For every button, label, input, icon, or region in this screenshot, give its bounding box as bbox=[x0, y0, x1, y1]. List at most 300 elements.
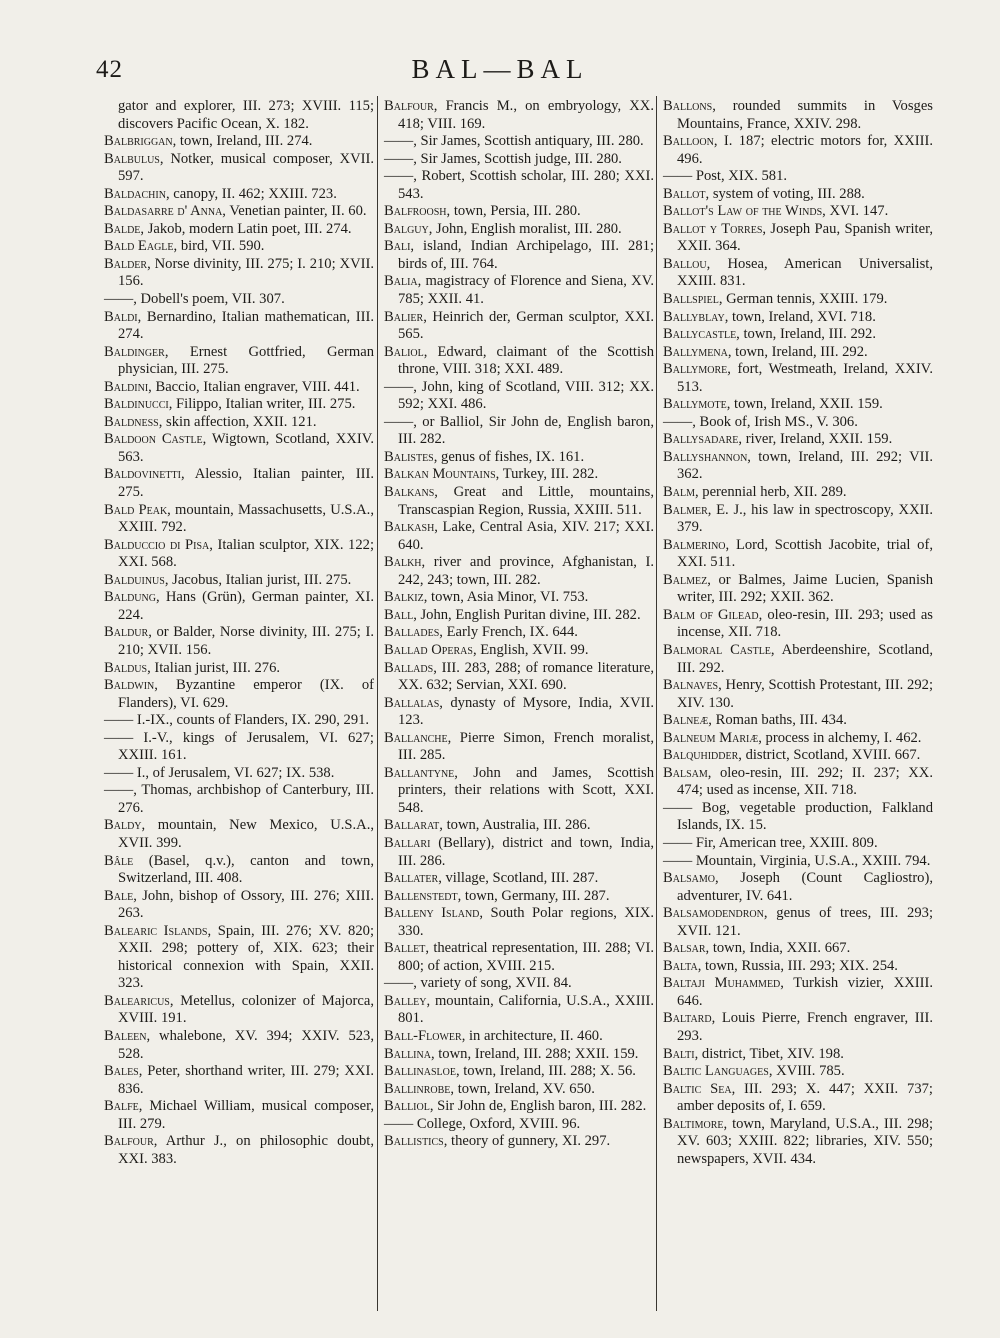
entry-headword: Baltard bbox=[663, 1010, 712, 1027]
entry-headword: Baldwin bbox=[104, 677, 155, 694]
index-entry bbox=[104, 853, 374, 888]
entry-text: , perennial herb, XII. 289. bbox=[694, 484, 847, 501]
index-entry bbox=[384, 1028, 654, 1046]
index-column-1 bbox=[104, 98, 374, 1168]
index-entry bbox=[663, 870, 933, 905]
index-entry bbox=[663, 449, 933, 484]
entry-headword: Ballalas bbox=[384, 694, 440, 711]
page-number: 42 bbox=[96, 56, 123, 83]
index-entry bbox=[384, 642, 654, 660]
entry-headword: Balia bbox=[384, 273, 418, 290]
entry-headword: Baltimore bbox=[663, 1115, 724, 1132]
entry-headword: Balfroosh bbox=[384, 203, 447, 220]
entry-text: , Pierre Simon, French moralist, III. 285. bbox=[398, 729, 654, 764]
entry-headword: Ballanche bbox=[384, 729, 448, 746]
index-entry bbox=[104, 431, 374, 466]
index-entry bbox=[663, 958, 933, 976]
index-entry bbox=[384, 1046, 654, 1064]
index-entry bbox=[663, 186, 933, 204]
index-entry bbox=[384, 414, 654, 449]
entry-headword: Ballenstedt bbox=[384, 887, 458, 904]
entry-text: , town, Ireland, III. 288; X. 56. bbox=[455, 1063, 636, 1080]
entry-headword: Ballads bbox=[384, 659, 434, 676]
entry-text: ——, Thomas, archbishop of Canterbury, III. 276. bbox=[104, 782, 374, 816]
entry-headword: Balneæ bbox=[663, 712, 709, 729]
entry-text: , Joseph (Count Cagliostro), adventurer, IV. 641. bbox=[677, 870, 933, 904]
entry-text: , town, Ireland, III. 292. bbox=[727, 343, 868, 360]
index-entry bbox=[104, 1063, 374, 1098]
entry-headword: Balearic Islands bbox=[104, 922, 208, 939]
index-column-2 bbox=[384, 98, 654, 1151]
entry-headword: Ballymote bbox=[663, 396, 727, 413]
index-entry bbox=[104, 1028, 374, 1063]
index-entry bbox=[663, 431, 933, 449]
entry-headword: Bald Eagle bbox=[104, 238, 174, 255]
entry-headword: Balistes bbox=[384, 448, 434, 465]
entry-text: , town, Ireland, XXII. 159. bbox=[726, 396, 883, 413]
entry-headword: Baliol bbox=[384, 343, 424, 360]
entry-headword: Baldoon Castle bbox=[104, 431, 203, 448]
index-entry bbox=[384, 607, 654, 625]
index-entry bbox=[104, 660, 374, 678]
entry-headword: Baleen bbox=[104, 1027, 147, 1044]
entry-text: , Byzantine emperor (IX. of Flanders), VI. 629. bbox=[118, 677, 374, 711]
entry-text: , canopy, II. 462; XXIII. 723. bbox=[165, 185, 337, 202]
index-entry bbox=[663, 905, 933, 940]
entry-text: , mountain, California, U.S.A., XXIII. 801. bbox=[398, 992, 654, 1027]
index-entry bbox=[384, 466, 654, 484]
index-entry bbox=[384, 1081, 654, 1099]
entry-text: , town, Ireland, III. 274. bbox=[172, 133, 313, 150]
index-entry bbox=[663, 1081, 933, 1116]
index-entry bbox=[384, 484, 654, 519]
entry-text: ——, Book of, Irish MS., V. 306. bbox=[663, 413, 858, 430]
entry-headword: Ball-Flower bbox=[384, 1027, 462, 1044]
index-entry bbox=[384, 870, 654, 888]
entry-text: , town, India, XXII. 667. bbox=[705, 940, 851, 957]
index-entry bbox=[384, 905, 654, 940]
entry-text: , town, Asia Minor, VI. 753. bbox=[423, 589, 589, 606]
entry-headword: Balmoral Castle bbox=[663, 641, 771, 658]
entry-text: , John, English Puritan divine, III. 282. bbox=[413, 606, 641, 623]
entry-text: , Michael William, musical composer, III. 279. bbox=[118, 1098, 374, 1132]
entry-headword: Balduinus bbox=[104, 571, 165, 588]
index-entry bbox=[384, 98, 654, 133]
index-entry bbox=[663, 537, 933, 572]
entry-text: , district, Scotland, XVIII. 667. bbox=[738, 747, 921, 764]
index-entry bbox=[663, 133, 933, 168]
index-entry bbox=[104, 221, 374, 239]
entry-text: , Lake, Central Asia, XIV. 217; XXI. 640. bbox=[398, 519, 654, 553]
index-entry bbox=[104, 993, 374, 1028]
entry-headword: Balkash bbox=[384, 519, 435, 536]
entry-text: , skin affection, XXII. 121. bbox=[158, 413, 317, 430]
entry-headword: Ballad Operas bbox=[384, 641, 473, 658]
entry-text: , town, Maryland, U.S.A., III. 298; XV. 603; XXIII. 822; libraries, XIV. 550; newspapers, XVII. 434. bbox=[677, 1115, 933, 1167]
entry-headword: Ballou bbox=[663, 255, 707, 272]
index-entry bbox=[663, 765, 933, 800]
index-entry bbox=[663, 1046, 933, 1064]
entry-text: , XVIII. 785. bbox=[768, 1063, 845, 1080]
entry-text: , German tennis, XXIII. 179. bbox=[718, 291, 888, 308]
entry-text: —— Mountain, Virginia, U.S.A., XXIII. 794. bbox=[663, 852, 931, 869]
entry-headword: Balliol bbox=[384, 1098, 430, 1115]
index-entry bbox=[104, 414, 374, 432]
entry-text: , theory of gunnery, XI. 297. bbox=[443, 1133, 611, 1150]
entry-headword: Balleny Island bbox=[384, 905, 480, 922]
index-entry bbox=[104, 466, 374, 501]
index-entry bbox=[663, 414, 933, 432]
entry-text: , town, Persia, III. 280. bbox=[446, 203, 581, 220]
entry-text: , system of voting, III. 288. bbox=[705, 185, 865, 202]
entry-text: , E. J., his law in spectroscopy, XXII. 379. bbox=[677, 501, 933, 536]
index-entry bbox=[663, 940, 933, 958]
entry-headword: Balm bbox=[663, 484, 695, 501]
entry-text: ——, Robert, Scottish scholar, III. 280; XXI. 543. bbox=[384, 168, 654, 202]
index-entry bbox=[104, 133, 374, 151]
index-entry bbox=[104, 256, 374, 291]
entry-headword: Baldinucci bbox=[104, 396, 169, 413]
entry-text: , Turkish vizier, XXIII. 646. bbox=[677, 975, 933, 1009]
entry-text: , English, XVII. 99. bbox=[472, 641, 589, 658]
entry-headword: Bales bbox=[104, 1063, 139, 1080]
index-entry bbox=[663, 168, 933, 186]
entry-text: , town, Ireland, XVI. 718. bbox=[724, 308, 876, 325]
entry-headword: Bale bbox=[104, 887, 134, 904]
entry-headword: Baldachin bbox=[104, 185, 166, 202]
entry-text: , Turkey, III. 282. bbox=[495, 466, 599, 483]
entry-text: (Bellary), district and town, India, III. 286. bbox=[398, 834, 654, 869]
entry-headword: Ballinasloe bbox=[384, 1063, 456, 1080]
entry-text: , South Polar regions, XIX. 330. bbox=[398, 905, 654, 939]
entry-text: , Notker, musical composer, XVII. 597. bbox=[118, 150, 374, 185]
entry-headword: Balta bbox=[663, 957, 698, 974]
entry-headword: Ballysadare bbox=[663, 431, 739, 448]
entry-text: , Ernest Gottfried, German physician, III. 275. bbox=[118, 343, 374, 378]
entry-headword: Balder bbox=[104, 255, 148, 272]
entry-headword: Balsar bbox=[663, 940, 706, 957]
entry-headword: Baldasarre d' Anna bbox=[104, 203, 223, 220]
entry-text: (Basel, q.v.), canton and town, Switzerland, III. 408. bbox=[118, 852, 374, 887]
index-entry bbox=[663, 291, 933, 309]
index-entry bbox=[104, 203, 374, 221]
entry-headword: Ballot's Law of the Winds bbox=[663, 203, 823, 220]
entry-text: , III. 293; X. 447; XXII. 737; amber deposits of, I. 659. bbox=[677, 1080, 933, 1115]
index-entry bbox=[104, 712, 374, 730]
index-entry bbox=[104, 730, 374, 765]
entry-headword: Bali bbox=[384, 238, 411, 255]
entry-headword: Balfe bbox=[104, 1098, 139, 1115]
entry-text: ——, Sir James, Scottish judge, III. 280. bbox=[384, 150, 622, 167]
entry-headword: Bald Peak bbox=[104, 501, 168, 518]
entry-headword: Balneum Mariæ bbox=[663, 729, 759, 746]
entry-headword: Balfour bbox=[384, 98, 434, 114]
entry-text: , town, Russia, III. 293; XIX. 254. bbox=[697, 957, 898, 974]
entry-text: —— I.-IX., counts of Flanders, IX. 290, 291. bbox=[104, 712, 370, 729]
entry-headword: Balley bbox=[384, 992, 427, 1009]
entry-headword: Balsamodendron bbox=[663, 905, 764, 922]
entry-headword: Balmer bbox=[663, 501, 708, 518]
entry-headword: Ballspiel bbox=[663, 291, 719, 308]
entry-text: , I. 187; electric motors for, XXIII. 496. bbox=[677, 133, 933, 167]
entry-headword: Baldovinetti bbox=[104, 466, 181, 483]
index-entry bbox=[384, 1098, 654, 1116]
index-entry bbox=[384, 1063, 654, 1081]
index-entry bbox=[663, 203, 933, 221]
index-entry bbox=[384, 309, 654, 344]
entry-headword: Balduccio di Pisa bbox=[104, 536, 210, 553]
entry-headword: Ballet bbox=[384, 940, 426, 957]
entry-headword: Balnaves bbox=[663, 677, 719, 694]
entry-text: , river and province, Afghanistan, I. 242, 243; town, III. 282. bbox=[398, 554, 654, 588]
index-entry bbox=[384, 993, 654, 1028]
entry-text: , process in alchemy, I. 462. bbox=[758, 729, 922, 746]
entry-headword: Balm of Gilead bbox=[663, 606, 759, 623]
index-entry bbox=[384, 765, 654, 818]
index-entry bbox=[104, 151, 374, 186]
index-entry bbox=[663, 642, 933, 677]
entry-text: —— Bog, vegetable production, Falkland Islands, IX. 15. bbox=[663, 799, 933, 834]
index-entry bbox=[663, 1116, 933, 1169]
entry-headword: Baldness bbox=[104, 413, 159, 430]
index-entry bbox=[663, 502, 933, 537]
entry-headword: Ball bbox=[384, 606, 414, 623]
entry-headword: Ballater bbox=[384, 870, 439, 887]
entry-headword: Ballycastle bbox=[663, 326, 737, 343]
entry-headword: Balkiz bbox=[384, 589, 424, 606]
entry-text: ——, or Balliol, Sir John de, English baron, III. 282. bbox=[384, 413, 654, 448]
index-entry bbox=[104, 782, 374, 817]
index-entry bbox=[663, 835, 933, 853]
index-entry bbox=[663, 361, 933, 396]
entry-headword: Balmerino bbox=[663, 536, 726, 553]
entry-text: , oleo-resin, III. 292; II. 237; XX. 474; used as incense, XII. 718. bbox=[677, 764, 933, 799]
entry-text: , Metellus, colonizer of Majorca, XVIII. 191. bbox=[118, 992, 374, 1027]
entry-text: , theatrical representation, III. 288; VI. 800; of action, XVIII. 215. bbox=[398, 940, 654, 974]
entry-headword: Baltaji Muhammed bbox=[663, 975, 781, 992]
entry-headword: Balde bbox=[104, 220, 141, 237]
entry-headword: Ballot bbox=[663, 185, 706, 202]
index-entry bbox=[384, 151, 654, 169]
index-entry bbox=[104, 677, 374, 712]
entry-text: , rounded summits in Vosges Mountains, France, XXIV. 298. bbox=[677, 98, 933, 132]
index-entry bbox=[384, 133, 654, 151]
index-entry bbox=[384, 379, 654, 414]
index-entry bbox=[663, 484, 933, 502]
index-entry bbox=[104, 765, 374, 783]
entry-headword: Baldini bbox=[104, 378, 149, 395]
entry-text: , Arthur J., on philosophic doubt, XXI. 383. bbox=[118, 1133, 374, 1167]
entry-text: , or Balder, Norse divinity, III. 275; I. 210; XVII. 156. bbox=[118, 624, 374, 658]
index-entry bbox=[104, 98, 374, 133]
entry-text: , Joseph Pau, Spanish writer, XXII. 364. bbox=[677, 220, 933, 255]
running-head: BAL—BAL bbox=[411, 54, 589, 84]
entry-text: , Sir John de, English baron, III. 282. bbox=[429, 1098, 647, 1115]
entry-text: , bird, VII. 590. bbox=[173, 238, 265, 255]
entry-headword: Ballymore bbox=[663, 361, 728, 378]
index-entry bbox=[663, 572, 933, 607]
entry-text: , Aberdeenshire, Scotland, III. 292. bbox=[677, 641, 933, 676]
entry-text: ——, John, king of Scotland, VIII. 312; XX. 592; XXI. 486. bbox=[384, 378, 654, 413]
index-entry bbox=[384, 203, 654, 221]
entry-text: , Jacobus, Italian jurist, III. 275. bbox=[164, 571, 352, 588]
entry-headword: Baldung bbox=[104, 589, 156, 606]
index-entry bbox=[663, 712, 933, 730]
entry-text: , town, Ireland, XV. 650. bbox=[450, 1080, 595, 1097]
index-entry bbox=[663, 344, 933, 362]
entry-text: , Jakob, modern Latin poet, III. 274. bbox=[140, 220, 352, 237]
entry-text: , in architecture, II. 460. bbox=[461, 1027, 603, 1044]
index-entry bbox=[104, 624, 374, 659]
entry-text: , Norse divinity, III. 275; I. 210; XVII. 156. bbox=[118, 255, 374, 290]
entry-text: , genus of trees, III. 293; XVII. 121. bbox=[677, 905, 933, 939]
entry-text: ——, Sir James, Scottish antiquary, III. 280. bbox=[384, 133, 644, 150]
entry-headword: Balkan Mountains bbox=[384, 466, 496, 483]
index-entry bbox=[384, 835, 654, 870]
entry-headword: Balearicus bbox=[104, 992, 170, 1009]
entry-text: , Italian sculptor, XIX. 122; XXI. 568. bbox=[118, 536, 374, 571]
entry-headword: Ballari bbox=[384, 834, 431, 851]
entry-text: , John and James, Scottish printers, their relations with Scott, XXI. 548. bbox=[398, 764, 654, 816]
index-entry bbox=[104, 502, 374, 537]
entry-text: , town, Germany, III. 287. bbox=[457, 887, 610, 904]
entry-headword: Ballinrobe bbox=[384, 1080, 451, 1097]
entry-headword: Ballina bbox=[384, 1045, 431, 1062]
index-entry bbox=[384, 660, 654, 695]
entry-headword: Ballymena bbox=[663, 343, 728, 360]
entry-text: gator and explorer, III. 273; XVIII. 115; discovers Pacific Ocean, X. 182. bbox=[118, 98, 374, 132]
index-entry bbox=[663, 607, 933, 642]
entry-text: , village, Scotland, III. 287. bbox=[438, 870, 599, 887]
entry-headword: Balsam bbox=[663, 764, 708, 781]
entry-text: , Roman baths, III. 434. bbox=[708, 712, 847, 729]
entry-text: , river, Ireland, XXII. 159. bbox=[738, 431, 893, 448]
entry-text: , district, Tibet, XIV. 198. bbox=[694, 1045, 844, 1062]
column-rule bbox=[377, 96, 378, 1311]
index-entry bbox=[384, 238, 654, 273]
entry-headword: Ballistics bbox=[384, 1133, 444, 1150]
entry-text: , island, Indian Archipelago, III. 281; birds of, III. 764. bbox=[398, 238, 654, 272]
entry-text: , Hosea, American Universalist, XXIII. 831. bbox=[677, 255, 933, 290]
index-entry bbox=[663, 800, 933, 835]
entry-headword: Balbulus bbox=[104, 150, 160, 167]
index-entry bbox=[104, 186, 374, 204]
index-entry bbox=[384, 589, 654, 607]
entry-text: —— College, Oxford, XVIII. 96. bbox=[384, 1115, 581, 1132]
entry-text: , Heinrich der, German sculptor, XXI. 565. bbox=[398, 308, 654, 343]
entry-headword: Baldus bbox=[104, 659, 148, 676]
index-entry bbox=[384, 975, 654, 993]
index-entry bbox=[663, 730, 933, 748]
index-entry bbox=[384, 449, 654, 467]
index-entry bbox=[104, 291, 374, 309]
index-entry bbox=[104, 817, 374, 852]
index-entry bbox=[104, 396, 374, 414]
entry-text: , Great and Little, mountains, Transcaspian Region, Russia, XXIII. 511. bbox=[398, 484, 654, 518]
index-entry bbox=[663, 747, 933, 765]
entry-text: , dynasty of Mysore, India, XVII. 123. bbox=[398, 694, 654, 729]
entry-text: , Edward, claimant of the Scottish throne, VIII. 318; XXI. 489. bbox=[398, 343, 654, 378]
entry-text: , Filippo, Italian writer, III. 275. bbox=[168, 396, 356, 413]
index-entry bbox=[384, 554, 654, 589]
entry-text: , town, Ireland, III. 292; VII. 362. bbox=[677, 448, 933, 483]
index-entry bbox=[384, 888, 654, 906]
entry-headword: Balkans bbox=[384, 484, 435, 501]
entry-headword: Baldi bbox=[104, 308, 138, 325]
entry-headword: Ballyblay bbox=[663, 308, 725, 325]
entry-text: , town, Australia, III. 286. bbox=[439, 817, 591, 834]
index-entry bbox=[384, 1116, 654, 1134]
index-entry bbox=[663, 221, 933, 256]
entry-headword: Baltic Sea bbox=[663, 1080, 732, 1097]
entry-text: —— I., of Jerusalem, VI. 627; IX. 538. bbox=[104, 764, 335, 781]
entry-headword: Balquhidder bbox=[663, 747, 739, 764]
index-entry bbox=[663, 256, 933, 291]
entry-text: , Hans (Grün), German painter, XI. 224. bbox=[118, 589, 374, 623]
index-entry bbox=[104, 238, 374, 256]
entry-text: , whalebone, XV. 394; XXIV. 523, 528. bbox=[118, 1027, 374, 1062]
entry-headword: Baldy bbox=[104, 817, 142, 834]
index-entry bbox=[384, 168, 654, 203]
index-entry bbox=[384, 344, 654, 379]
entry-text: ——, variety of song, XVII. 84. bbox=[384, 975, 572, 992]
entry-headword: Ballyshannon bbox=[663, 448, 748, 465]
index-entry bbox=[384, 273, 654, 308]
index-entry bbox=[104, 309, 374, 344]
entry-text: , Henry, Scottish Protestant, III. 292; XIV. 130. bbox=[677, 677, 933, 711]
index-entry bbox=[663, 396, 933, 414]
entry-headword: Baltic Languages bbox=[663, 1063, 769, 1080]
entry-headword: Balier bbox=[384, 308, 424, 325]
entry-headword: Baldinger bbox=[104, 343, 165, 360]
index-entry bbox=[384, 1133, 654, 1151]
index-entry bbox=[663, 326, 933, 344]
entry-text: , Lord, Scottish Jacobite, trial of, XXI. 511. bbox=[677, 536, 933, 571]
index-entry bbox=[663, 677, 933, 712]
entry-text: , Peter, shorthand writer, III. 279; XXI. 836. bbox=[118, 1063, 374, 1097]
entry-text: , town, Ireland, III. 288; XXII. 159. bbox=[430, 1045, 639, 1062]
entry-headword: Balloon bbox=[663, 133, 714, 150]
index-entry bbox=[104, 572, 374, 590]
index-entry bbox=[104, 589, 374, 624]
entry-text: , Louis Pierre, French engraver, III. 293. bbox=[677, 1010, 933, 1044]
entry-headword: Ballantyne bbox=[384, 764, 455, 781]
entry-text: , mountain, New Mexico, U.S.A., XVII. 399. bbox=[118, 817, 374, 851]
entry-text: , Italian jurist, III. 276. bbox=[147, 659, 281, 676]
entry-headword: Ballarat bbox=[384, 817, 440, 834]
entry-text: , Venetian painter, II. 60. bbox=[222, 203, 367, 220]
entry-text: , John, bishop of Ossory, III. 276; XIII. 263. bbox=[118, 887, 374, 922]
column-rule bbox=[656, 96, 657, 1311]
index-entry bbox=[384, 940, 654, 975]
index-entry bbox=[663, 975, 933, 1010]
index-entry bbox=[384, 817, 654, 835]
index-entry bbox=[663, 853, 933, 871]
entry-text: , Alessio, Italian painter, III. 275. bbox=[118, 466, 374, 501]
index-entry bbox=[384, 519, 654, 554]
index-entry bbox=[384, 624, 654, 642]
entry-text: —— Post, XIX. 581. bbox=[663, 168, 788, 185]
entry-headword: Baldur bbox=[104, 624, 149, 641]
entry-text: , town, Ireland, III. 292. bbox=[736, 326, 876, 343]
index-entry bbox=[384, 695, 654, 730]
index-entry bbox=[384, 730, 654, 765]
index-entry bbox=[104, 888, 374, 923]
entry-text: , magistracy of Florence and Siena, XV. 785; XXII. 41. bbox=[398, 273, 654, 308]
entry-text: , III. 283, 288; of romance literature, XX. 632; Servian, XXI. 690. bbox=[398, 659, 654, 694]
entry-headword: Balti bbox=[663, 1045, 695, 1062]
entry-text: , John, English moralist, III. 280. bbox=[428, 220, 622, 237]
